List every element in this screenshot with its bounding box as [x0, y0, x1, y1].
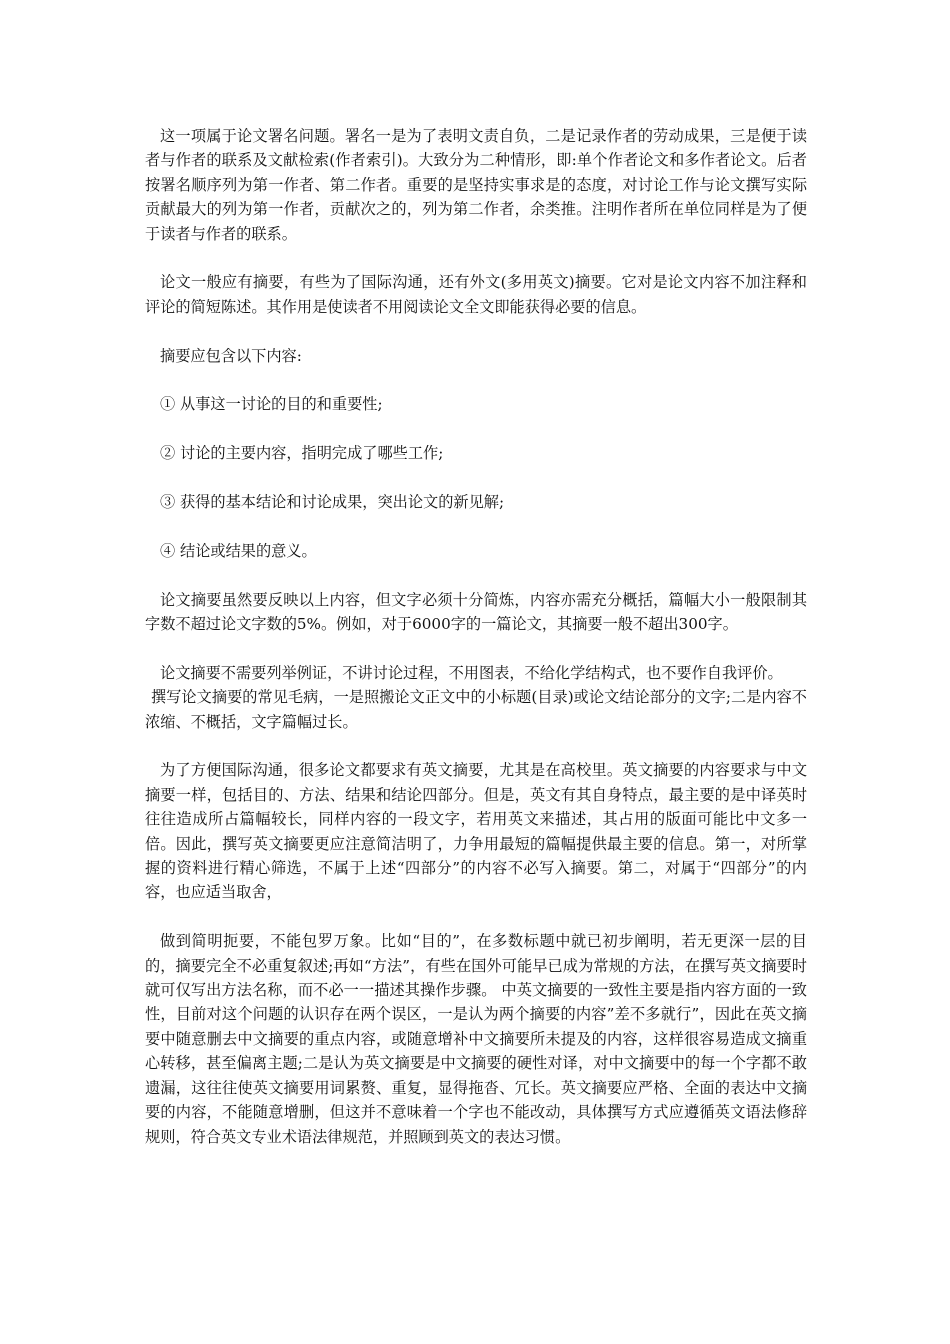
list-item-main-content: ② 讨论的主要内容，指明完成了哪些工作; — [160, 444, 444, 463]
paragraph-english-abstract: 为了方便国际沟通，很多论文都要求有英文摘要，尤其是在高校里。英文摘要的内容要求与中文摘要一样，包括目的、方法、结果和结论四部分。但是，英文有其自身特点，最主要的是中译英时往往造成所占篇幅较长，同样内容的一段文字，若用英文来描述，其占用的版面可能比中文多一倍。因此，撰写英文摘要更应注意简洁明了，力争用最短的篇幅提供最主要的信息。第一，对所掌握的资料进行精心筛选，不属于上述“四部分”的内容不必写入摘要。第二，对属于“四部分”的内容，也应适当取舍， — [145, 761, 807, 902]
list-item-significance: ④ 结论或结果的意义。 — [160, 541, 317, 560]
paragraph-length-limit: 论文摘要虽然要反映以上内容，但文字必须十分简炼，内容亦需充分概括，篇幅大小一般限制其字数不超过论文字数的5%。例如，对于6000字的一篇论文，其摘要一般不超出300字。 — [145, 590, 807, 634]
paragraph-consistency: 做到简明扼要，不能包罗万象。比如“目的”，在多数标题中就已初步阐明，若无更深一层的目的，摘要完全不必重复叙述;再如“方法”，有些在国外可能早已成为常规的方法，在撰写英文摘要时就可仅写出方法名称，而不必一一描述其操作步骤。 中英文摘要的一致性主要是指内容方面的一致性，目前对这个问题的认识存在两个误区，一是认为两个摘要的内容”差不多就行”，因此在英文摘要中随意删去中文摘要的重点内容，或随意增补中文摘要所未提及的内容，这样很容易造成文摘重心转移，甚至偏离主题;二是认为英文摘要是中文摘要的硬性对译，对中文摘要中的每一个字都不敢遗漏，这往往使英文摘要用词累赘、重复，显得拖沓、冗长。英文摘要应严格、全面的表达中文摘要的内容，不能随意增删，但这并不意味着一个字也不能改动，具体撰写方式应遵循英文语法修辞规则，符合英文专业术语法律规范，并照顾到英文的表达习惯。 — [145, 932, 807, 1146]
paragraph-no-examples: 论文摘要不需要列举例证，不讲讨论过程，不用图表，不给化学结构式，也不要作自我评价。 — [160, 663, 783, 682]
paragraph-abstract-intro: 论文一般应有摘要，有些为了国际沟通，还有外文(多用英文)摘要。它对是论文内容不加注释和评论的简短陈述。其作用是使读者不用阅读论文全文即能获得必要的信息。 — [145, 273, 807, 316]
paragraph-abstract-contents-heading: 摘要应包含以下内容: — [160, 346, 302, 365]
list-item-conclusions: ③ 获得的基本结论和讨论成果，突出论文的新见解; — [160, 493, 505, 512]
paragraph-common-mistakes — [145, 661, 807, 734]
paragraph-mistakes: 撰写论文摘要的常见毛病，一是照搬论文正文中的小标题(目录)或论文结论部分的文字;二是内容不浓缩、不概括，文字篇幅过长。 — [145, 688, 807, 731]
paragraph-authorship: 这一项属于论文署名问题。署名一是为了表明文责自负，二是记录作者的劳动成果，三是便于读者与作者的联系及文献检索(作者索引)。大致分为二种情形，即:单个作者论文和多作者论文。后者按署名顺序列为第一作者、第二作者。重要的是坚持实事求是的态度，对讨论工作与论文撰写实际贡献最大的列为第一作者，贡献次之的，列为第二作者，余类推。注明作者所在单位同样是为了便于读者与作者的联系。 — [145, 127, 807, 243]
list-item-purpose: ① 从事这一讨论的目的和重要性; — [160, 395, 383, 414]
document-body — [145, 124, 807, 1173]
